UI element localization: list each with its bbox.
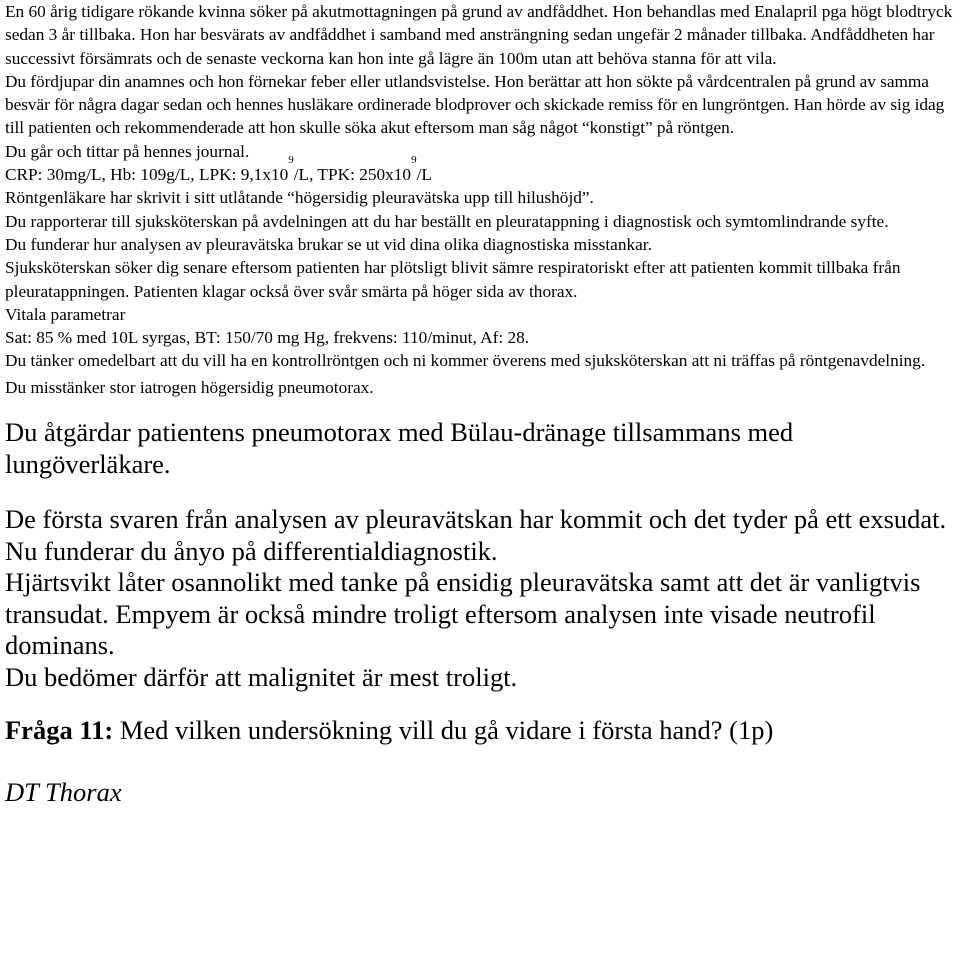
question-text: Med vilken undersökning vill du gå vidare i första hand? (1p)	[113, 715, 774, 746]
reasoning-paragraph: Hjärtsvikt låter osannolikt med tanke på ensidig pleuravätska samt att det är vanligtvis transudat. Empyem är också mindre troligt eftersom analysen inte visade neutrofil dominans.	[5, 567, 921, 661]
followup-section	[5, 417, 958, 808]
exudate-paragraph: De första svaren från analysen av pleuravätskan har kommit och det tyder på ett exsudat.	[5, 504, 947, 535]
case-section	[5, 0, 958, 399]
question-label: Fråga 11:	[5, 715, 114, 746]
question	[5, 715, 958, 747]
journal-paragraph: Du går och tittar på hennes journal.	[5, 141, 250, 161]
case-intro-paragraph: En 60 årig tidigare rökande kvinna söker på akutmottagningen på grund av andfåddhet. Hon behandlas med Enalapril pga högt blodtryck sedan 3 år tillbaka. Hon har besvärats av andfåddhet i samband med ansträngning sedan ungefär 2 månader tillbaka. Andfåddheten har successivt försämrats och de senaste veckorna kan hon inte gå lägre än 100m utan att behöva stanna för att vila.	[5, 2, 953, 68]
control-xray-paragraph: Du tänker omedelbart att du vill ha en kontrollröntgen och ni kommer överens med sjuksköterskan att ni träffas på röntgenavdelning.	[5, 351, 926, 371]
lab-values-unit: /L	[416, 165, 432, 185]
answer-text: DT Thorax	[5, 776, 122, 807]
deterioration-paragraph: Sjuksköterskan söker dig senare eftersom patienten har plötsligt blivit sämre respiratoriskt efter att patienten kommit tillbaka från pleuratappningen. Patienten klagar också över svår smärta på höger sida av thorax.	[5, 258, 901, 301]
report-paragraph: Du rapporterar till sjuksköterskan på avdelningen att du har beställt en pleuratappning i diagnostisk och symtomlindrande syfte.	[5, 211, 889, 231]
vitals-heading: Vitala parametrar	[5, 304, 126, 324]
differential-paragraph: Nu funderar du ånyo på differentialdiagnostik.	[5, 535, 498, 566]
lab-values-mid: /L, TPK: 250x10	[293, 165, 412, 185]
document	[5, 0, 958, 808]
conclusion-paragraph: Du bedömer därför att malignitet är mest troligt.	[5, 661, 518, 692]
lab-values	[5, 154, 958, 186]
vitals-values: Sat: 85 % med 10L syrgas, BT: 150/70 mg Hg, frekvens: 110/minut, Af: 28.	[5, 328, 530, 348]
suspicion-paragraph: Du misstänker stor iatrogen högersidig pneumotorax.	[5, 377, 374, 397]
lpk-exponent: 9	[288, 154, 294, 167]
drainage-paragraph: Du åtgärdar patientens pneumotorax med Bülau-dränage tillsammans med lungöverläkare.	[5, 417, 794, 479]
radiology-paragraph: Röntgenläkare har skrivit i sitt utlåtande “högersidig pleuravätska upp till hilushöjd”.	[5, 188, 594, 208]
analysis-paragraph: Du funderar hur analysen av pleuravätska brukar se ut vid dina olika diagnostiska misstankar.	[5, 234, 652, 254]
lab-values-text: CRP: 30mg/L, Hb: 109g/L, LPK: 9,1x10	[5, 165, 289, 185]
tpk-exponent: 9	[411, 154, 417, 167]
anamnesis-paragraph: Du fördjupar din anamnes och hon förnekar feber eller utlandsvistelse. Hon berättar att hon sökte på vårdcentralen på grund av samma besvär för några dagar sedan och hennes husläkare ordinerade blodprover och skickade remiss för en lungröntgen. Han hörde av sig idag till patienten och rekommenderade att hon skulle söka akut eftersom man såg något “konstigt” på röntgen.	[5, 71, 945, 138]
